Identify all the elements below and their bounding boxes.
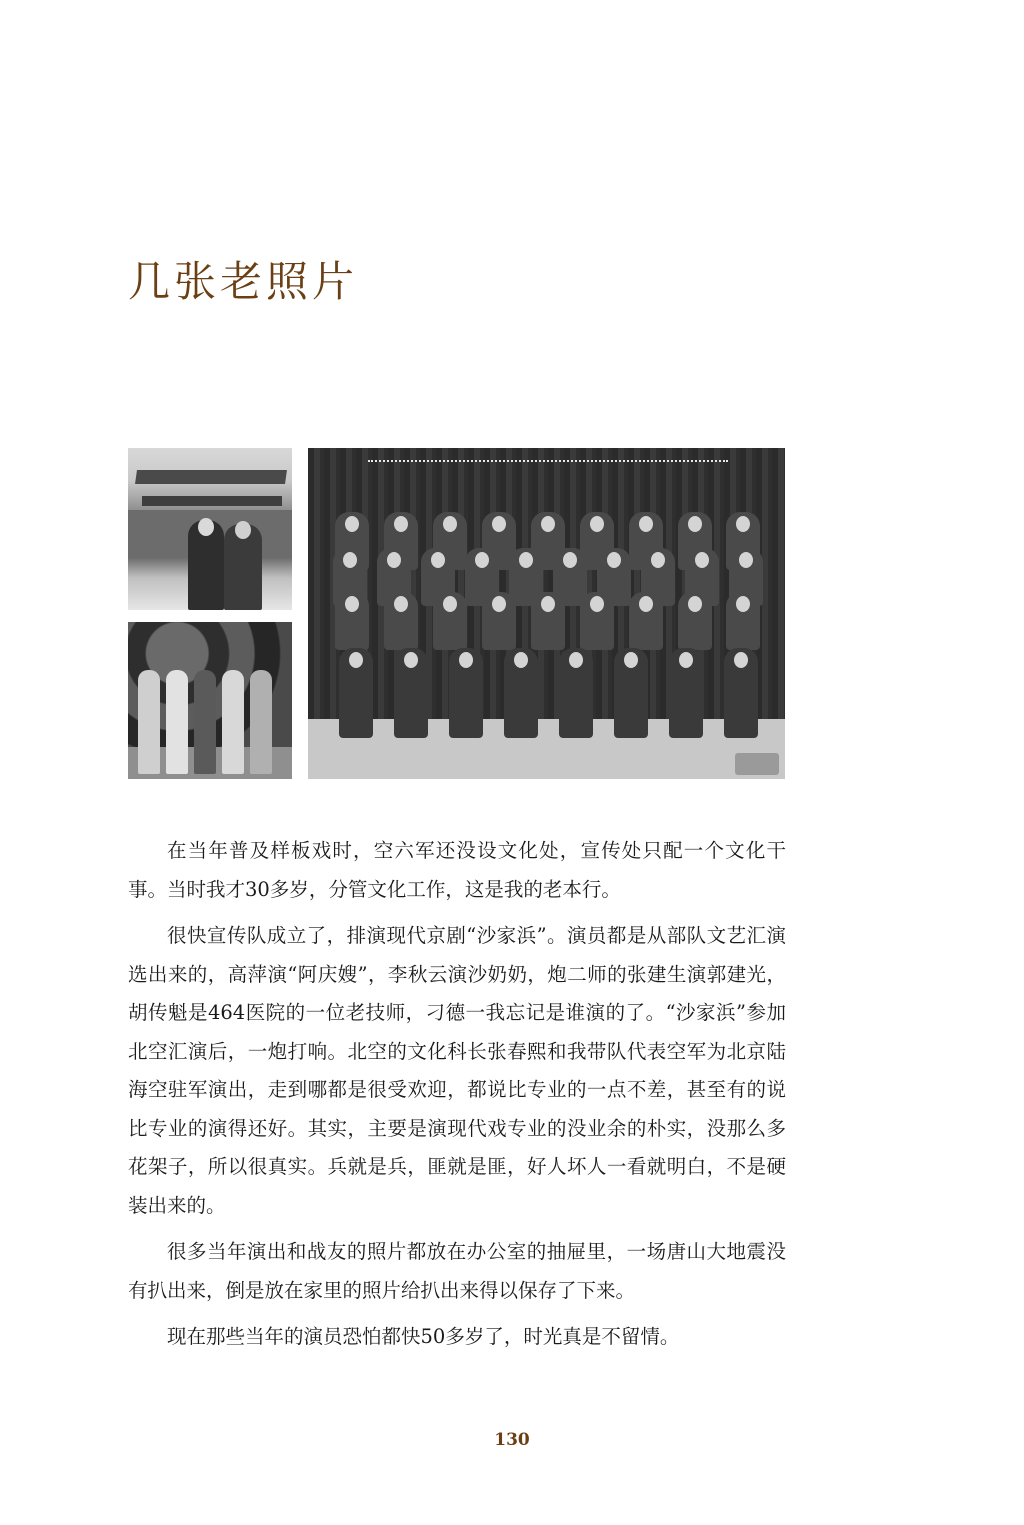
soldier-figure — [726, 592, 760, 650]
person-figure — [222, 670, 244, 774]
soldier-figure — [724, 648, 758, 738]
body-text — [128, 832, 786, 1365]
person-face — [198, 518, 214, 536]
soldier-figure — [449, 648, 483, 738]
person-figure — [138, 670, 160, 774]
soldier-figure — [614, 648, 648, 738]
soldier-figure — [669, 648, 703, 738]
paragraph: 很快宣传队成立了，排演现代京剧“沙家浜”。演员都是从部队文艺汇演选出来的，高萍演“阿庆嫂”，李秋云演沙奶奶，炮二师的张建生演郭建光，胡传魁是464医院的一位老技师，刁德一我忘记是谁演的了。“沙家浜”参加北空汇演后，一炮打响。北空的文化科长张春熙和我带队代表空军为北京陆海空驻军演出，走到哪都是很受欢迎，都说比专业的一点不差，甚至有的说比专业的演得还好。其实，主要是演现代戏专业的没业余的朴实，没那么多花架子，所以很真实。兵就是兵，匪就是匪，好人坏人一看就明白，不是硬装出来的。 — [128, 924, 786, 1217]
troupe-row-seated — [328, 648, 768, 738]
photo-tiananmen — [128, 448, 292, 610]
photo-inscription — [368, 460, 728, 464]
soldier-figure — [384, 592, 418, 650]
person-figure — [250, 670, 272, 774]
soldier-figure — [504, 648, 538, 738]
photo-troupe-group — [308, 448, 785, 779]
page-title: 几张老照片 — [128, 257, 359, 306]
soldier-figure — [678, 592, 712, 650]
paragraph: 现在那些当年的演员恐怕都快50多岁了，时光真是不留情。 — [167, 1325, 680, 1348]
paragraph: 很多当年演出和战友的照片都放在办公室的抽屉里，一场唐山大地震没有扒出来，倒是放在家里的照片给扒出来得以保存了下来。 — [128, 1240, 786, 1302]
soldier-figure — [629, 592, 663, 650]
soldier-figure — [531, 592, 565, 650]
soldier-figure — [559, 648, 593, 738]
page-number: 130 — [494, 1430, 530, 1450]
soldier-figure — [482, 592, 516, 650]
person-figure — [194, 670, 216, 774]
soldier-figure — [339, 648, 373, 738]
person-face — [235, 521, 251, 539]
gate-roof-lower — [142, 496, 282, 506]
soldier-figure — [580, 592, 614, 650]
gate-roof — [135, 470, 287, 484]
photo-five-women — [128, 622, 292, 779]
soldier-figure — [394, 648, 428, 738]
paragraph: 在当年普及样板戏时，空六军还没设文化处，宣传处只配一个文化干事。当时我才30多岁，分管文化工作，这是我的老本行。 — [128, 839, 786, 901]
troupe-row — [328, 592, 768, 650]
person-figure — [166, 670, 188, 774]
soldier-figure — [335, 592, 369, 650]
soldier-figure — [433, 592, 467, 650]
photo-stamp — [735, 753, 779, 775]
